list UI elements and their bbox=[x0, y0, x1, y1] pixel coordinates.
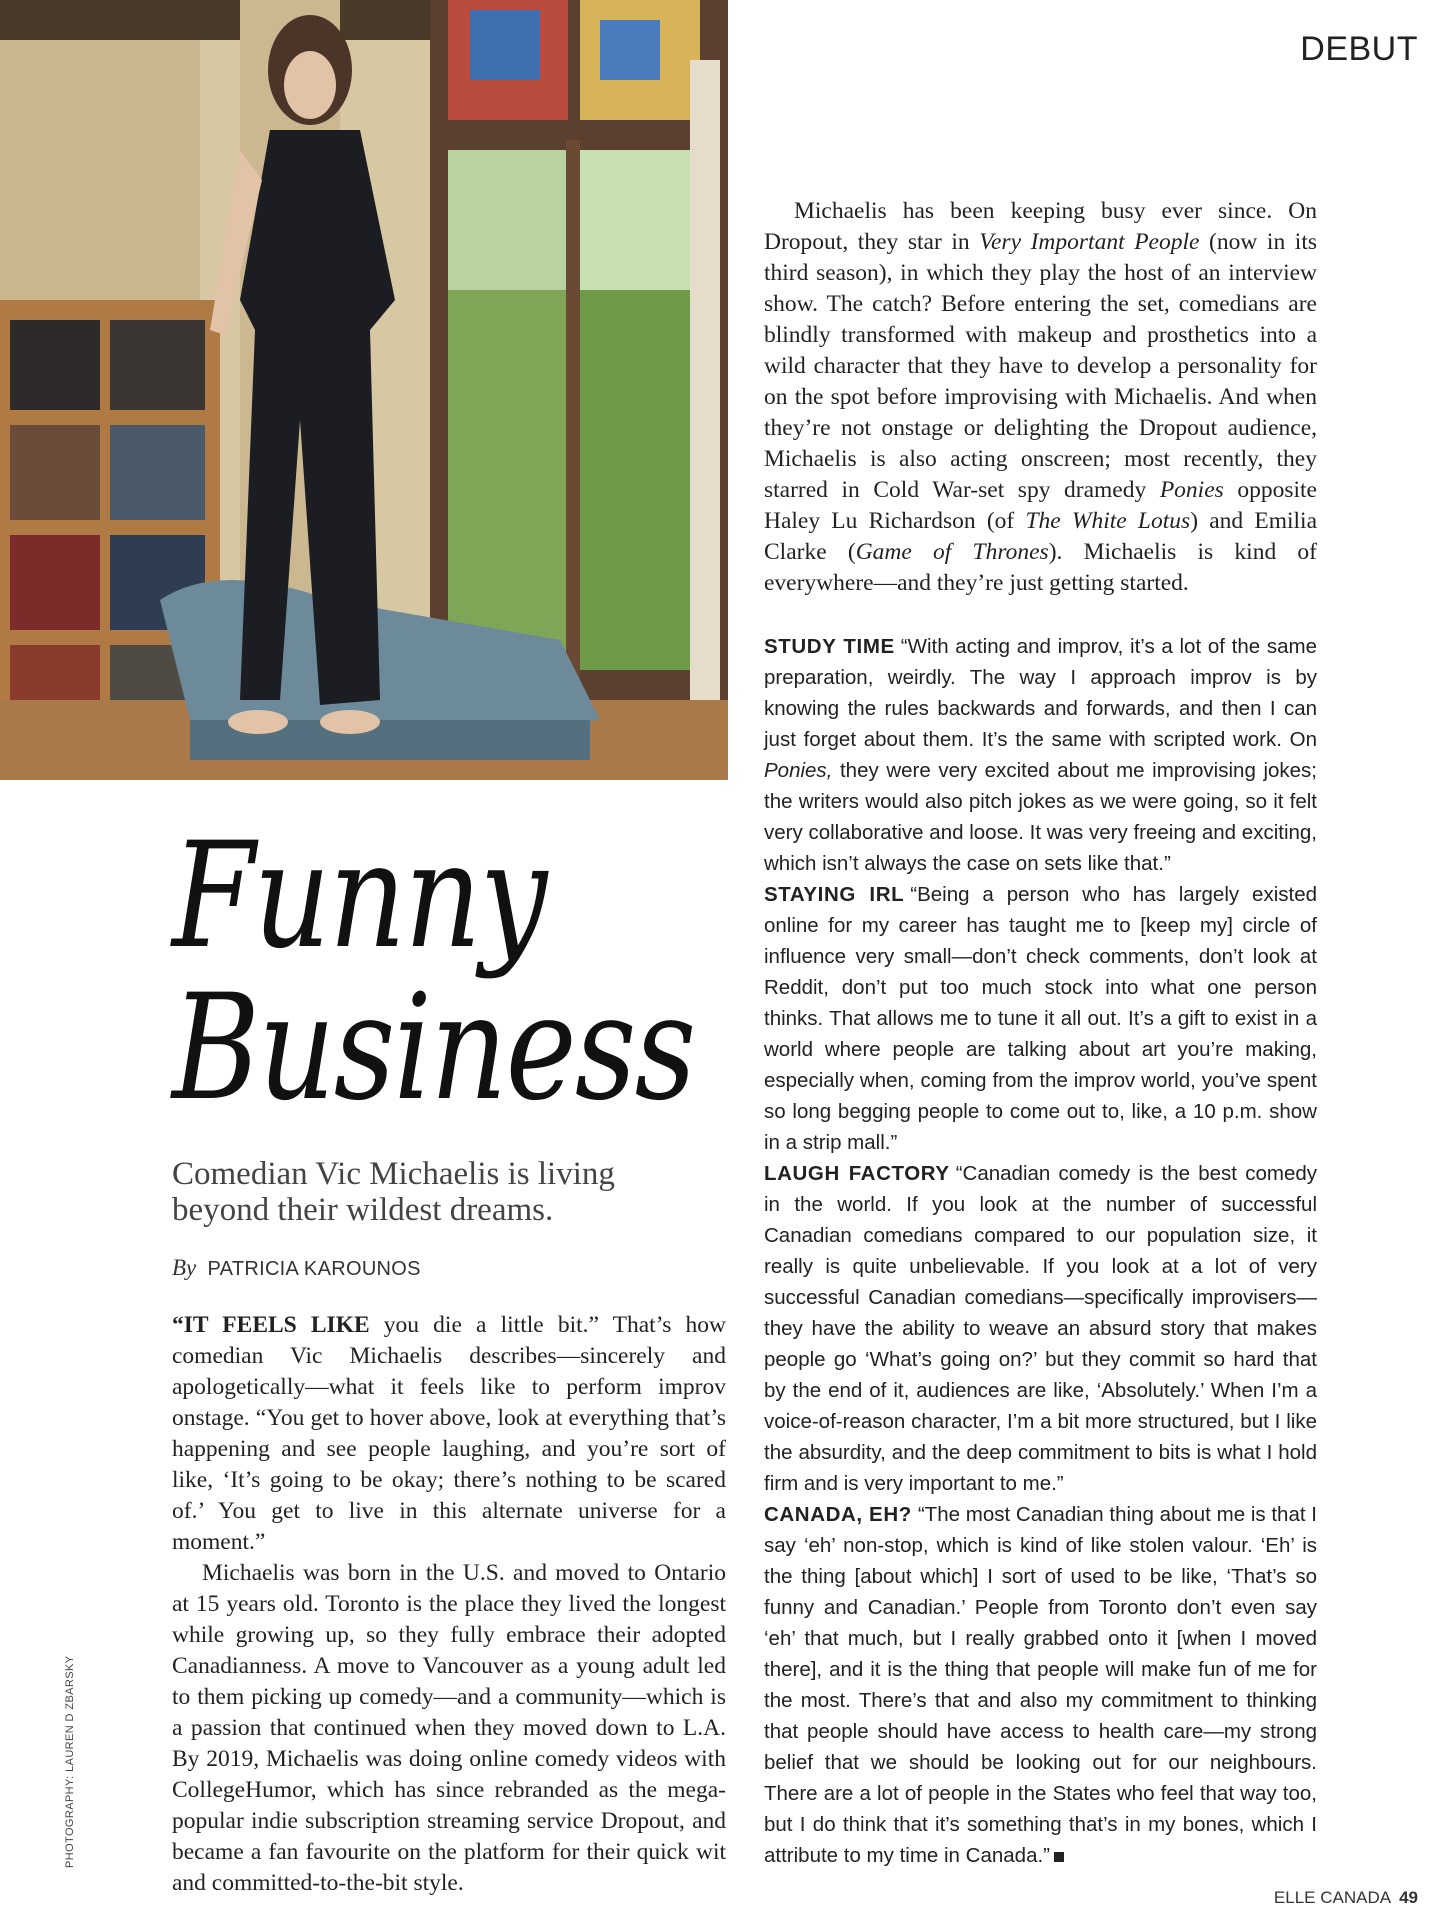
qa-kicker: STUDY TIME bbox=[764, 635, 895, 658]
qa-item-study-time bbox=[764, 631, 1317, 879]
byline bbox=[172, 1255, 421, 1281]
byline-author: PATRICIA KAROUNOS bbox=[207, 1258, 421, 1280]
headline-line-1: Funny bbox=[172, 811, 546, 981]
body-paragraph-1-text: you die a little bit.” That’s how comedian Vic Michaelis describes—sincerely and apologetically—what it feels like to perform improv onstage. “You get to hover above, look at everything that’s happening and see people laughing, and you’re sort of like, ‘It’s going to be okay; there’s nothing to be scared of.’ You get to live in this alternate universe for a moment.” bbox=[172, 1312, 726, 1555]
qa-text: “With acting and improv, it’s a lot of the same preparation, weirdly. The way I approach improv is by knowing the rules backwards and forwards, and then I can just forget about them. It’s the same with scripted work. On bbox=[764, 635, 1317, 751]
show-title-vip: Very Important People bbox=[979, 229, 1200, 255]
qa-text-b: they were very excited about me improvising jokes; the writers would also pitch jokes as we were going, so it felt very collaborative and loose. It was very freeing and exciting, which isn’t always the case on sets like that.” bbox=[764, 759, 1317, 875]
qa-item-canada-eh bbox=[764, 1499, 1317, 1871]
qa-text: “Canadian comedy is the best comedy in the world. If you look at the number of successful Canadian comedians compared to our population size, it really is quite unbelievable. If you look at a lot of very successful Canadian comedians—specifically improvisers—they have the ability to weave an absurd story that makes people go ‘What’s going on?’ but they commit so hard that by the end of it, audiences are like, ‘Absolutely.’ When I’m a voice-of-reason character, I’m a bit more structured, but I like the absurdity, and the deep commitment to bits is what I hold firm and is very important to me.” bbox=[764, 1162, 1317, 1495]
p3-text-b: (now in its third season), in which they play the host of an interview show. The catch? Before entering the set, comedians are blindly transformed with makeup and prosthetics into a wild character that they have to develop a personality for on the spot before improvising with Michaelis. And when they’re not onstage or delighting the Dropout audience, Michaelis is also acting onscreen; most recently, they starred in Cold War-set spy dramedy bbox=[764, 229, 1317, 503]
body-paragraph-3 bbox=[764, 196, 1317, 599]
body-paragraph-1 bbox=[172, 1310, 726, 1558]
qa-item-laugh-factory bbox=[764, 1158, 1317, 1499]
show-title-got: Game of Thrones bbox=[855, 539, 1049, 565]
hero-photo bbox=[0, 0, 728, 780]
qa-text: “The most Canadian thing about me is that I say ‘eh’ non-stop, which is kind of like stolen valour. ‘Eh’ is the thing [about which] I sort of used to be like, ‘That’s so funny and Canadian.’ People from Toronto don’t even say ‘eh’ that much, but I really grabbed onto it [when I moved there], and it is the thing that people will make fun of me for the most. There’s that and also my commitment to thinking that people should have access to health care—my strong belief that we should be looking out for our neighbours. There are a lot of people in the States who feel that way too, but I do think that it’s something that’s in my bones, which I attribute to my time in Canada.” bbox=[764, 1503, 1317, 1867]
p3-text-d: ) and Emilia Clarke ( bbox=[764, 508, 1317, 565]
headline-line-2: Business bbox=[172, 963, 695, 1133]
page-number: 49 bbox=[1399, 1888, 1418, 1907]
publication-name: ELLE CANADA bbox=[1273, 1888, 1392, 1907]
qa-text: “Being a person who has largely existed online for my career has taught me to [keep my] circle of influence very small—don’t check comments, don’t look at Reddit, don’t put too much stock into what one person thinks. That allows me to tune it all out. It’s a gift to exist in a world where people are talking about art you’re making, especially when, coming from the improv world, you’ve spent so long begging people to come out to, like, a 10 p.m. show in a strip mall.” bbox=[764, 883, 1317, 1154]
qa-item-staying-irl bbox=[764, 879, 1317, 1158]
qa-kicker: LAUGH FACTORY bbox=[764, 1162, 950, 1185]
qa-italic: Ponies, bbox=[764, 759, 833, 782]
show-title-white-lotus: The White Lotus bbox=[1025, 508, 1191, 534]
end-mark-icon bbox=[1054, 1852, 1064, 1862]
byline-by: By bbox=[172, 1255, 197, 1280]
p3-text-c: opposite Haley Lu Richardson (of bbox=[764, 477, 1317, 534]
p3-text-e: ). Michaelis is kind of everywhere—and they’re just getting started. bbox=[764, 539, 1317, 596]
qa-section bbox=[764, 631, 1317, 1871]
body-paragraph-2: Michaelis was born in the U.S. and moved to Ontario at 15 years old. Toronto is the place they lived the longest while growing up, so they fully embrace their adopted Canadianness. A move to Vancouver as a young adult led to them picking up comedy—and a community—which is a passion that continued when they moved down to L.A. By 2019, Michaelis was doing online comedy videos with CollegeHumor, which has since rebranded as the mega-popular indie subscription streaming service Dropout, and became a fan favourite on the platform for their quick wit and committed-to-the-bit style. bbox=[172, 1560, 726, 1896]
folio bbox=[1274, 1888, 1418, 1908]
dek: Comedian Vic Michaelis is living beyond their wildest dreams. bbox=[172, 1156, 615, 1228]
qa-kicker: STAYING IRL bbox=[764, 883, 905, 906]
qa-kicker: CANADA, EH? bbox=[764, 1503, 912, 1526]
hero-photo-illustration bbox=[0, 0, 728, 780]
show-title-ponies: Ponies bbox=[1159, 477, 1224, 503]
headline bbox=[172, 811, 695, 1133]
body-column-left bbox=[172, 1310, 726, 1899]
section-label: DEBUT bbox=[1300, 30, 1418, 68]
photo-credit: PHOTOGRAPHY: LAUREN D ZBARSKY bbox=[64, 1655, 76, 1868]
lead-in: “IT FEELS LIKE bbox=[172, 1312, 370, 1338]
body-column-right-top bbox=[764, 196, 1317, 599]
p3-text-a: Michaelis has been keeping busy ever since. On Dropout, they star in bbox=[764, 198, 1317, 255]
